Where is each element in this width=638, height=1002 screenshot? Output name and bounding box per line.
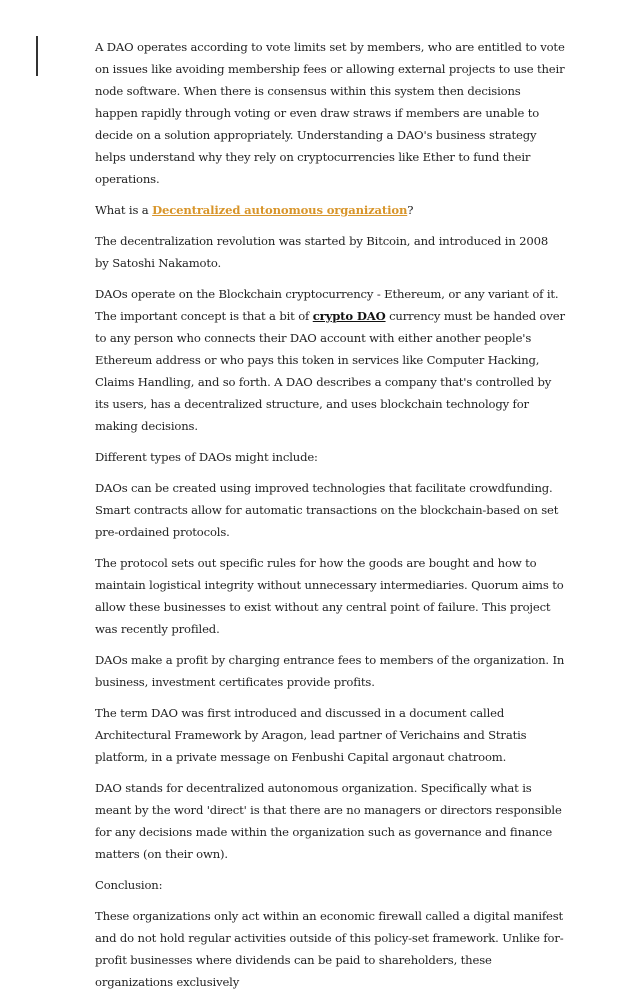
paragraph-7: The protocol sets out specific rules for how the goods are bought and how to maintain logistical integrity without unnecessary intermediaries. Quorum aims to allow these businesses to exist without any central point of failure. This project was recently profiled. xyxy=(95,556,564,636)
paragraph-11: Conclusion: xyxy=(95,878,163,892)
paragraph-3: The decentralization revolution was started by Bitcoin, and introduced in 2008 by Satoshi Nakamoto. xyxy=(95,234,549,270)
paragraph-12: These organizations only act within an economic firewall called a digital manifest and do not hold regular activities outside of this policy-set framework. Unlike for-profit businesses where dividends can be paid to shareholders, these organizations exclusively xyxy=(95,909,564,989)
paragraph-4-suffix: currency must be handed over to any person who connects their DAO account with either another people's Ethereum address or who pays this token in services like Computer Hacking, Claims Handling, and so forth. A DAO describes a company that's controlled by its users, has a decentralized structure, and uses blockchain technology for making decisions. xyxy=(95,309,565,433)
paragraph-2-prefix: What is a xyxy=(95,203,153,217)
paragraph-9: The term DAO was first introduced and discussed in a document called Architectural Framework by Aragon, lead partner of Verichains and Stratis platform, in a private message on Fenbushi Capital argonaut chatroom. xyxy=(95,706,527,764)
crypto-dao-link[interactable]: crypto DAO xyxy=(312,309,386,323)
paragraph-6: DAOs can be created using improved technologies that facilitate crowdfunding. Smart contracts allow for automatic transactions on the blockchain-based on set pre-ordained protocols. xyxy=(95,481,559,539)
paragraph-4-prefix: DAOs operate on the Blockchain cryptocurrency - Ethereum, or any variant of it. The important concept is that a bit of xyxy=(95,287,559,323)
paragraph-1: A DAO operates according to vote limits set by members, who are entitled to vote on issues like avoiding membership fees or allowing external projects to use their node software. When there is consensus within this system then decisions happen rapidly through voting or even draw straws if members are unable to decide on a solution appropriately. Understanding a DAO's business strategy helps understand why they rely on cryptocurrencies like Ether to fund their operations. xyxy=(95,40,565,186)
dao-definition-link[interactable]: Decentralized autonomous organization xyxy=(152,203,408,217)
paragraph-2 xyxy=(95,199,565,221)
paragraph-5: Different types of DAOs might include: xyxy=(95,450,318,464)
paragraph-10: DAO stands for decentralized autonomous organization. Specifically what is meant by the word 'direct' is that there are no managers or directors responsible for any decisions made within the organization such as governance and finance matters (on their own). xyxy=(95,781,562,861)
document-body xyxy=(95,36,565,1002)
paragraph-4 xyxy=(95,283,565,437)
margin-mark xyxy=(36,36,38,76)
paragraph-8: DAOs make a profit by charging entrance fees to members of the organization. In business, investment certificates provide profits. xyxy=(95,653,565,689)
paragraph-2-suffix: ? xyxy=(407,203,414,217)
